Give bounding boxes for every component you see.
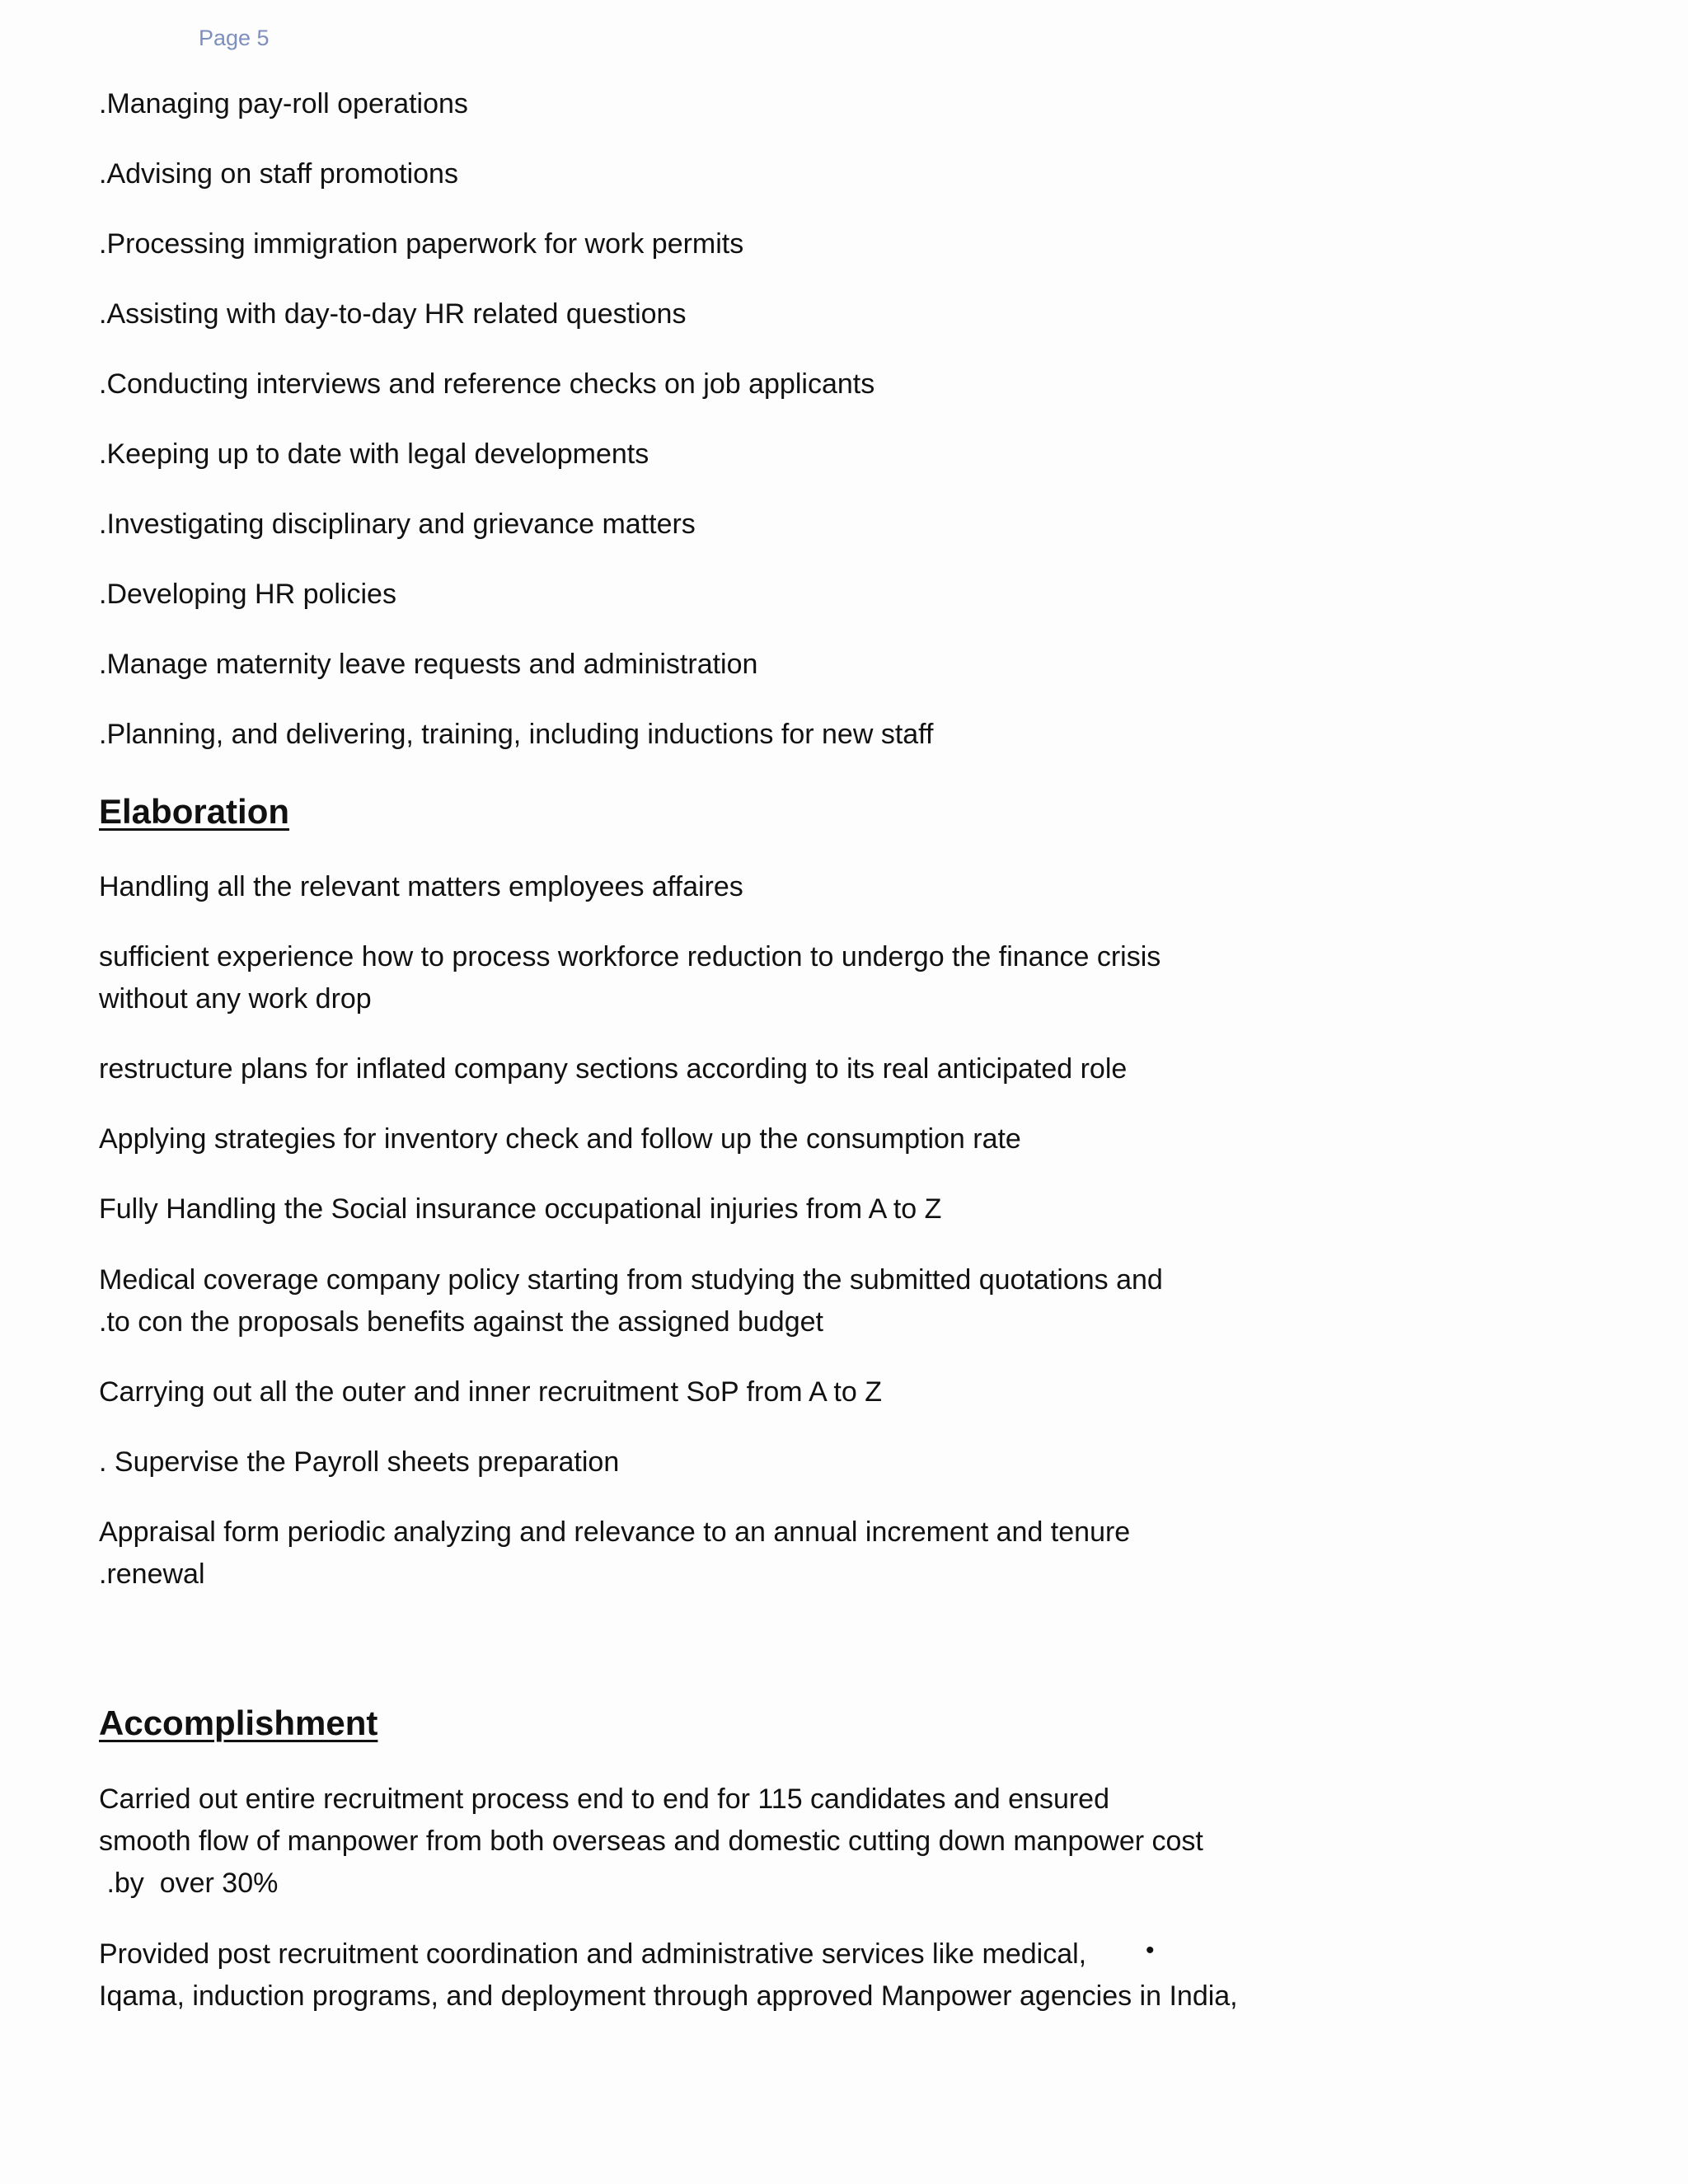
- elaboration-line: Carrying out all the outer and inner recruitment SoP from A to Z: [99, 1376, 882, 1408]
- duty-item: .Processing immigration paperwork for work permits: [99, 228, 744, 260]
- duty-item: .Conducting interviews and reference checks on job applicants: [99, 368, 875, 400]
- elaboration-line: Medical coverage company policy starting from studying the submitted quotations and: [99, 1264, 1163, 1296]
- elaboration-line: restructure plans for inflated company sections according to its real anticipated role: [99, 1053, 1128, 1085]
- duty-item: .Manage maternity leave requests and administration: [99, 649, 758, 680]
- elaboration-heading: Elaboration: [99, 792, 290, 831]
- elaboration-line: without any work drop: [99, 983, 372, 1015]
- duty-item: .Investigating disciplinary and grievance matters: [99, 509, 696, 540]
- elaboration-line: sufficient experience how to process workforce reduction to undergo the finance crisis: [99, 941, 1161, 972]
- accomplishment-line: smooth flow of manpower from both overseas and domestic cutting down manpower cost: [99, 1825, 1203, 1857]
- bullet-marker: •: [1146, 1937, 1155, 1964]
- accomplishment-line: Provided post recruitment coordination and administrative services like medical,: [99, 1938, 1087, 1970]
- elaboration-line: .to con the proposals benefits against the assigned budget: [99, 1306, 823, 1338]
- elaboration-line: Fully Handling the Social insurance occupational injuries from A to Z: [99, 1193, 942, 1225]
- duty-item: .Planning, and delivering, training, including inductions for new staff: [99, 719, 934, 750]
- elaboration-line: .renewal: [99, 1558, 205, 1590]
- page-number-label: Page 5: [199, 26, 270, 50]
- duty-item: .Assisting with day-to-day HR related questions: [99, 298, 687, 330]
- accomplishment-line: Carried out entire recruitment process end to end for 115 candidates and ensured: [99, 1783, 1109, 1815]
- elaboration-line: Applying strategies for inventory check and follow up the consumption rate: [99, 1123, 1021, 1155]
- duty-item: .Developing HR policies: [99, 579, 396, 610]
- elaboration-line: . Supervise the Payroll sheets preparation: [99, 1446, 620, 1478]
- elaboration-line: Handling all the relevant matters employees affaires: [99, 871, 743, 902]
- accomplishment-heading: Accomplishment: [99, 1704, 378, 1742]
- duty-item: .Keeping up to date with legal developments: [99, 438, 649, 470]
- duty-item: .Managing pay-roll operations: [99, 88, 468, 120]
- elaboration-line: Appraisal form periodic analyzing and relevance to an annual increment and tenure: [99, 1516, 1131, 1548]
- accomplishment-line: .by over 30%: [99, 1868, 279, 1899]
- duty-item: .Advising on staff promotions: [99, 158, 458, 190]
- accomplishment-line: Iqama, induction programs, and deployment through approved Manpower agencies in India,: [99, 1980, 1238, 2012]
